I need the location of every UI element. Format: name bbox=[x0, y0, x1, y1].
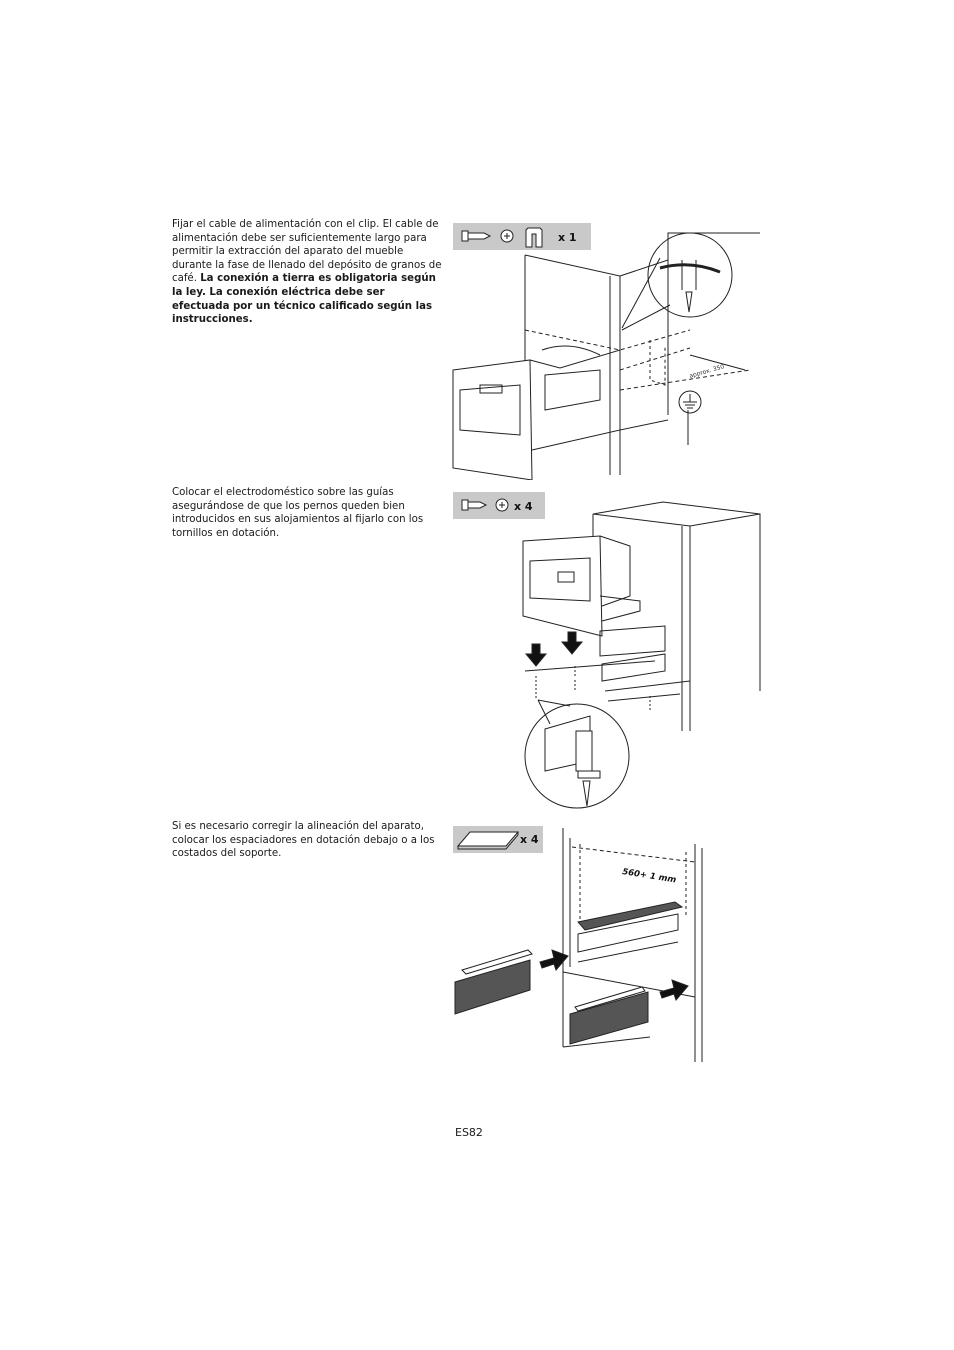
arrow-right-icon bbox=[540, 950, 568, 970]
parts-badge-1 bbox=[453, 223, 591, 250]
dimension-label-1: approx. 350 bbox=[688, 363, 726, 380]
spacer-left bbox=[455, 950, 532, 1014]
coffee-machine bbox=[453, 346, 620, 480]
step-3-figure bbox=[450, 822, 720, 1072]
ground-icon bbox=[679, 391, 701, 413]
step-2-text bbox=[172, 486, 444, 540]
page-number: ES82 bbox=[455, 1126, 483, 1139]
dimension-label-3: 560+ 1 mm bbox=[621, 867, 677, 886]
arrow-right-icon bbox=[660, 980, 688, 1000]
parts-badge-3 bbox=[453, 826, 543, 853]
step-2-text-plain: Colocar el electrodoméstico sobre las guías asegurándose de que los pernos queden bien introducidos en sus alojamientos al fijarlo con los tornillos en dotación. bbox=[172, 487, 424, 539]
step-1-figure bbox=[450, 220, 760, 480]
arrow-down-icon bbox=[526, 644, 546, 666]
step-1-text bbox=[172, 218, 444, 327]
step-1-text-plain: Fijar el cable de alimentación con el clip. El cable de alimentación debe ser suficientemente largo para permitir la extracción del aparato del mueble durante la fase de llenado del depósito de granos de café. bbox=[172, 219, 442, 285]
step-1-text-bold: La conexión a tierra es obligatoria según la ley. La conexión eléctrica debe ser efectuada por un técnico calificado según las instrucciones. bbox=[172, 273, 436, 326]
coffee-machine bbox=[523, 536, 640, 636]
spacer-right bbox=[570, 987, 648, 1044]
arrow-down-icon bbox=[562, 632, 582, 654]
step-3-text bbox=[172, 820, 444, 861]
parts-badge-2 bbox=[453, 492, 545, 519]
step-2-figure bbox=[450, 486, 765, 816]
parts-qty-1: x 1 bbox=[558, 231, 577, 244]
step-3-text-plain: Si es necesario corregir la alineación del aparato, colocar los espaciadores en dotación debajo o a los costados del soporte. bbox=[172, 821, 435, 860]
screw-head-icon bbox=[501, 230, 513, 242]
clip-detail-magnifier bbox=[622, 233, 732, 330]
parts-qty-2: x 4 bbox=[514, 500, 533, 513]
parts-qty-3: x 4 bbox=[520, 833, 539, 846]
screw-head-icon bbox=[496, 499, 508, 511]
pin-detail-magnifier bbox=[525, 700, 629, 808]
